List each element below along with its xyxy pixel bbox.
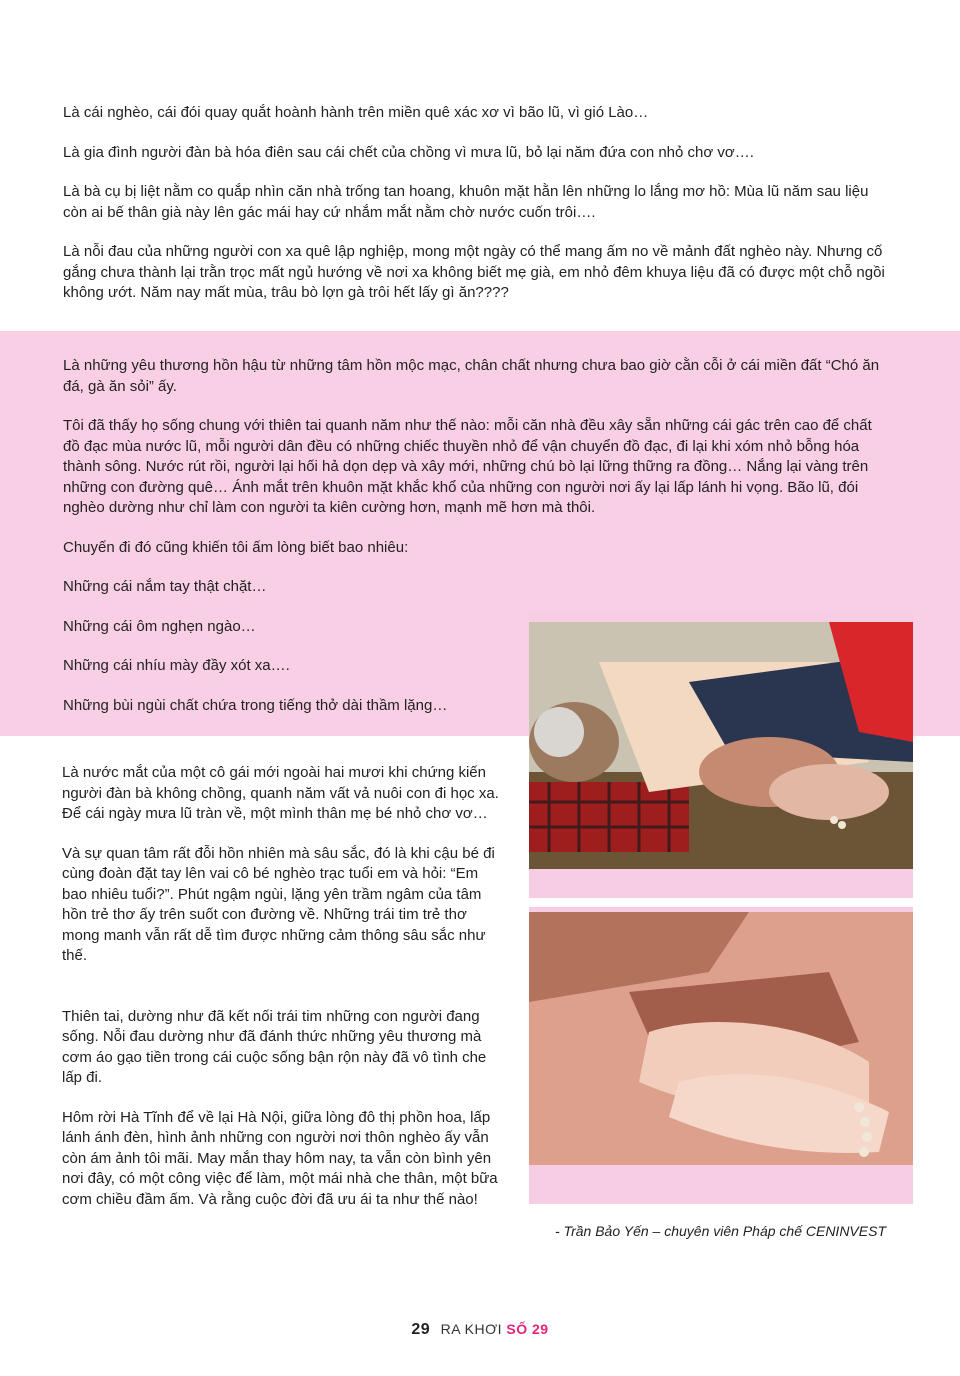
body-paragraph: Hôm rời Hà Tĩnh để về lại Hà Nội, giữa lòng đô thị phồn hoa, lấp lánh ánh đèn, hình ảnh những con người nơi thôn nghèo ấy vẫn còn ám ảnh tôi mãi. May mắn thay hôm nay, ta vẫn còn bình yên nơi đây, có một công việc để làm, một mái nhà che thân, một bữa cơm chiều đầm ấm. Và rằng cuộc đời đã ưu ái ta như thế nào! bbox=[62, 1108, 498, 1208]
author-signature: - Trần Bảo Yến – chuyên viên Pháp chế CENINVEST bbox=[555, 1223, 886, 1239]
highlight-paragraph: Những cái nhíu mày đầy xót xa…. bbox=[63, 657, 290, 674]
photo-frame-hands bbox=[529, 907, 913, 1204]
intro-paragraph: Là nỗi đau của những người con xa quê lập nghiệp, mong một ngày có thể mang ấm no về mảnh đất nghèo này. Nhưng cố gắng chưa thành lại trằn trọc mất ngủ hướng về nơi xa không biết mẹ già, em nhỏ đêm khuya liệu đã có được một chỗ ngồi không ướt. Năm nay mất mùa, trâu bò lợn gà trôi hết lấy gì ăn???? bbox=[63, 243, 885, 301]
body-paragraph: Thiên tai, dường như đã kết nối trái tim những con người đang sống. Nỗi đau dường như đã đánh thức những yêu thương mà cơm áo gạo tiền trong cái cuộc sống bận rộn này đã vô tình che lấp đi. bbox=[62, 1007, 487, 1086]
left-column-text bbox=[62, 763, 506, 1229]
highlight-paragraph: Những bùi ngùi chất chứa trong tiếng thở dài thầm lặng… bbox=[63, 696, 448, 714]
highlight-paragraph: Chuyến đi đó cũng khiến tôi ấm lòng biết bao nhiêu: bbox=[63, 538, 409, 556]
highlight-paragraph: Là những yêu thương hồn hậu từ những tâm hồn mộc mạc, chân chất nhưng chưa bao giờ cằn cỗi ở cái miền đất “Chó ăn đá, gà ăn sỏi” ấy. bbox=[63, 357, 880, 395]
issue-number: SỐ 29 bbox=[506, 1321, 549, 1337]
intro-text bbox=[63, 103, 893, 323]
magazine-name: RA KHƠI bbox=[440, 1321, 502, 1337]
body-paragraph: Là nước mắt của một cô gái mới ngoài hai mươi khi chứng kiến người đàn bà không chồng, quanh năm vất vả nuôi con đi học xa. Để cái ngày mưa lũ tràn về, một mình thân mẹ bé nhỏ chơ vơ… bbox=[62, 764, 499, 822]
intro-paragraph: Là bà cụ bị liệt nằm co quắp nhìn căn nhà trống tan hoang, khuôn mặt hằn lên những lo lắng mơ hồ: Mùa lũ năm sau liệu còn ai bế thân già này lên gác mái hay cứ nhắm mắt nằm chờ nước cuốn trôi…. bbox=[63, 183, 869, 221]
photo-frame-elderly-woman bbox=[529, 612, 913, 898]
page-footer bbox=[0, 1319, 960, 1341]
highlight-paragraph: Những cái nắm tay thật chặt… bbox=[63, 578, 267, 595]
intro-paragraph: Là cái nghèo, cái đói quay quắt hoành hành trên miền quê xác xơ vì bão lũ, vì gió Lào… bbox=[63, 104, 649, 121]
highlight-paragraph: Những cái ôm nghẹn ngào… bbox=[63, 617, 256, 635]
body-paragraph: Và sự quan tâm rất đỗi hồn nhiên mà sâu sắc, đó là khi cậu bé đi cùng đoàn đặt tay lên vai cô bé nghèo trạc tuổi em và hỏi: “Em bao nhiêu tuổi?”. Phút ngậm ngùi, lặng yên trầm ngâm của tâm hồn trẻ thơ ấy trên suốt con đường về. Những trái tim trẻ thơ mong manh vẫn rất dễ tìm được những cảm thông sâu sắc như thế. bbox=[62, 844, 495, 964]
photo-clasped-hands bbox=[529, 912, 913, 1165]
highlight-paragraph: Tôi đã thấy họ sống chung với thiên tai quanh năm như thế nào: mỗi căn nhà đều xây sẵn những cái gác trên cao để chất đồ đạc mùa nước lũ, mỗi người dân đều có những chiếc thuyền nhỏ để vận chuyển đồ đạc, đi lại khi xóm nhỏ bỗng hóa thành sông. Nước rút rồi, người lại hối hả dọn dẹp và xây mới, những chú bò lại lững thững ra đồng… Nắng lại vàng trên những con đường quê… Ánh mắt trên khuôn mặt khắc khổ của những con người nơi ấy lại lấp lánh hi vọng. Bão lũ, đói nghèo dường như chỉ làm con người ta kiên cường hơn, mạnh mẽ hơn mà thôi. bbox=[63, 417, 872, 516]
intro-paragraph: Là gia đình người đàn bà hóa điên sau cái chết của chồng vì mưa lũ, bỏ lại năm đứa con nhỏ chơ vơ…. bbox=[63, 143, 754, 161]
photo-elderly-woman-holding-hands bbox=[529, 622, 913, 869]
page-number: 29 bbox=[411, 1321, 431, 1338]
